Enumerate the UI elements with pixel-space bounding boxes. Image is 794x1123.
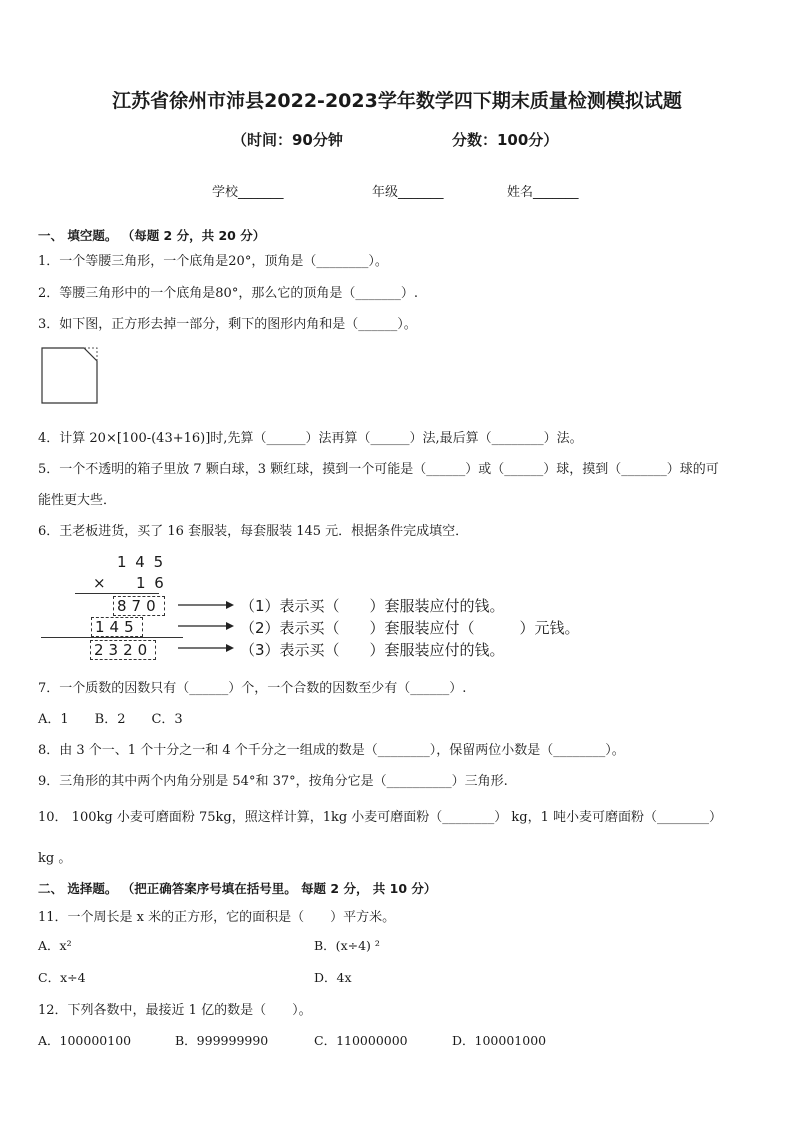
partial-product-2: 145 [91, 617, 143, 637]
school-field[interactable]: 学校_______ [212, 185, 284, 200]
mult-top-number: 1 4 5 [117, 553, 166, 571]
q12-option-a[interactable]: A．100000100 [38, 1033, 132, 1048]
times-sign: × [93, 574, 106, 592]
question-5: 5．一个不透明的箱子里放 7 颗白球，3 颗红球，摸到一个可能是（______）或（______）球，摸到（_______）球的可 [38, 462, 719, 477]
arrow-icon-1 [178, 601, 234, 609]
question-1: 1．一个等腰三角形，一个底角是20°，顶角是（________）。 [38, 254, 388, 269]
question-4: 4．计算 20×[100-(43+16)]时,先算（______）法再算（______）法,最后算（________）法。 [38, 431, 583, 446]
mult-desc-3: （3）表示买（ ）套服装应付的钱。 [240, 641, 505, 659]
exam-time: （时间：90分钟 [232, 131, 343, 149]
page-title: 江苏省徐州市沛县2022-2023学年数学四下期末质量检测模拟试题 [112, 90, 682, 112]
name-field[interactable]: 姓名_______ [507, 185, 579, 200]
cut-square-figure [40, 346, 100, 406]
section-2-heading: 二、 选择题。 （把正确答案序号填在括号里。 每题 2 分， 共 10 分） [38, 881, 437, 896]
arrow-icon-3 [178, 644, 234, 652]
mult-line-1 [75, 593, 159, 594]
q12-option-d[interactable]: D．100001000 [452, 1033, 547, 1048]
arrow-icon-2 [178, 622, 234, 630]
q12-option-b[interactable]: B．999999990 [175, 1033, 269, 1048]
partial-product-1: 870 [113, 596, 165, 616]
q12-option-c[interactable]: C．110000000 [314, 1033, 408, 1048]
mult-desc-2: （2）表示买（ ）套服装应付（ ）元钱。 [240, 619, 580, 637]
question-9: 9．三角形的其中两个内角分别是 54°和 37°，按角分它是（__________）三角形. [38, 774, 508, 789]
question-6: 6．王老板进货，买了 16 套服装，每套服装 145 元．根据条件完成填空． [38, 524, 469, 539]
q11-option-d[interactable]: D．4x [314, 970, 352, 985]
arrow-icons [176, 598, 236, 658]
q11-option-a[interactable]: A．x² [38, 938, 72, 953]
question-10: 10． 100kg 小麦可磨面粉 75kg，照这样计算，1kg 小麦可磨面粉（________） kg，1 吨小麦可磨面粉（________） [38, 810, 723, 825]
mult-second-number: 1 6 [136, 574, 166, 592]
exam-score: 分数：100分） [452, 131, 559, 149]
section-1-heading: 一、 填空题。 （每题 2 分，共 20 分） [38, 228, 266, 243]
q11-option-c[interactable]: C．x÷4 [38, 970, 86, 985]
question-5-cont: 能性更大些． [38, 493, 117, 508]
question-10-cont: kg 。 [38, 851, 72, 866]
question-12: 12．下列各数中，最接近 1 亿的数是（ ）。 [38, 1003, 312, 1018]
question-11: 11．一个周长是 x 米的正方形，它的面积是（ ）平方米。 [38, 910, 396, 925]
question-7: 7．一个质数的因数只有（______）个，一个合数的因数至少有（______）. [38, 681, 467, 696]
mult-line-2 [41, 637, 183, 638]
question-7-options: A．1 B．2 C．3 [38, 712, 183, 727]
grade-field[interactable]: 年级_______ [372, 185, 444, 200]
mult-desc-1: （1）表示买（ ）套服装应付的钱。 [240, 597, 505, 615]
question-3: 3．如下图，正方形去掉一部分，剩下的图形内角和是（______）。 [38, 317, 417, 332]
q11-option-b[interactable]: B．(x÷4) ² [314, 938, 380, 953]
final-product: 2320 [90, 640, 156, 660]
question-2: 2．等腰三角形中的一个底角是80°，那么它的顶角是（_______）. [38, 286, 418, 301]
question-8: 8．由 3 个一、1 个十分之一和 4 个千分之一组成的数是（________），保留两位小数是（________）。 [38, 743, 625, 758]
